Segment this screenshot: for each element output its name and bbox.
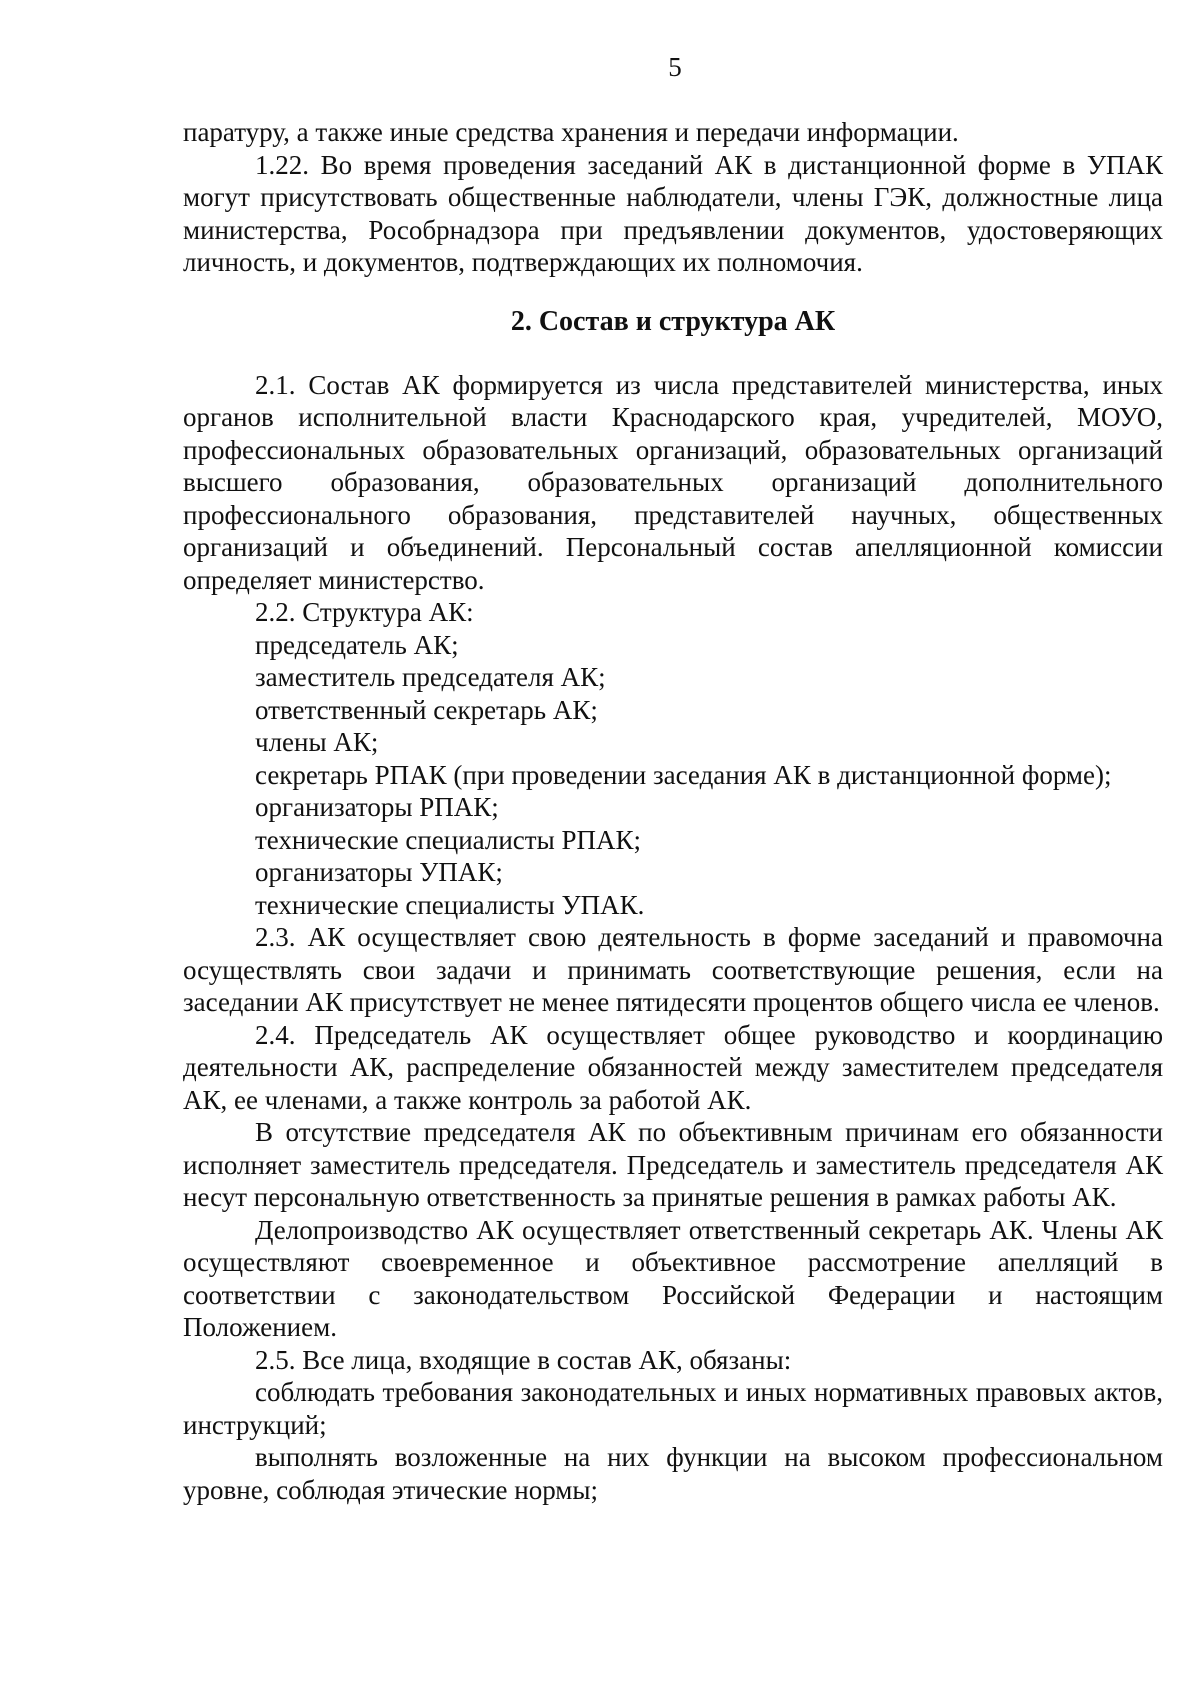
page-number: 5 [668,52,682,82]
structure-list [183,629,1163,922]
list-item: организаторы РПАК; [255,792,499,822]
section-heading: 2. Состав и структура АК [510,305,836,337]
paragraph-2-4-c: Делопроизводство АК осуществляет ответственный секретарь АК. Члены АК осуществляют своевременное и объективное рассмотрение апелляций в соответствии с законодательством Российской Федерации и настоящим Положением. [183,1214,1163,1342]
paragraph-1-22: 1.22. Во время проведения заседаний АК в дистанционной форме в УПАК могут присутствовать общественные наблюдатели, члены ГЭК, должностные лица министерства, Рособрнадзора при предъявлении документов, удостоверяющих личность, и документов, подтверждающих их полномочия. [183,149,1163,277]
paragraph-2-5-a: соблюдать требования законодательных и иных нормативных правовых актов, инструкций; [183,1377,1163,1440]
list-item: заместитель председателя АК; [255,662,606,692]
list-item: организаторы УПАК; [255,857,503,887]
list-item: председатель АК; [255,629,459,660]
paragraph-continuation: паратуру, а также иные средства хранения и передачи информации. [183,117,959,147]
document-body [183,116,1163,1506]
paragraph-2-4: 2.4. Председатель АК осуществляет общее руководство и координацию деятельности АК, распределение обязанностей между заместителем председателя АК, ее членами, а также контроль за работой АК. [183,1019,1163,1115]
list-item: технические специалисты УПАК. [255,889,645,920]
paragraph-2-4-b: В отсутствие председателя АК по объективным причинам его обязанности исполняет заместитель председателя. Председатель и заместитель председателя АК несут персональную ответственность за принятые решения в рамках работы АК. [183,1117,1163,1212]
paragraph-2-2-title: 2.2. Структура АК: [255,597,474,627]
paragraph-2-3: 2.3. АК осуществляет свою деятельность в форме заседаний и правомочна осуществлять свои задачи и принимать соответствующие решения, если на заседании АК присутствует не менее пятидесяти процентов общего числа ее членов. [183,922,1163,1017]
list-item: члены АК; [255,727,379,757]
paragraph-2-1: 2.1. Состав АК формируется из числа представителей министерства, иных органов исполнительной власти Краснодарского края, учредителей, МОУО, профессиональных образовательных организаций, образовательных организаций высшего образования, образовательных организаций дополнительного профессионального образования, представителей научных, общественных организаций и объединений. Персональный состав апелляционной комиссии определяет министерство. [183,369,1163,595]
paragraph-2-5: 2.5. Все лица, входящие в состав АК, обязаны: [255,1344,792,1375]
list-item: секретарь РПАК (при проведении заседания АК в дистанционной форме); [255,759,1112,790]
list-item: технические специалисты РПАК; [255,824,642,855]
list-item: ответственный секретарь АК; [255,694,598,725]
paragraph-2-5-b: выполнять возложенные на них функции на высоком профессиональном уровне, соблюдая этические нормы; [183,1442,1163,1505]
